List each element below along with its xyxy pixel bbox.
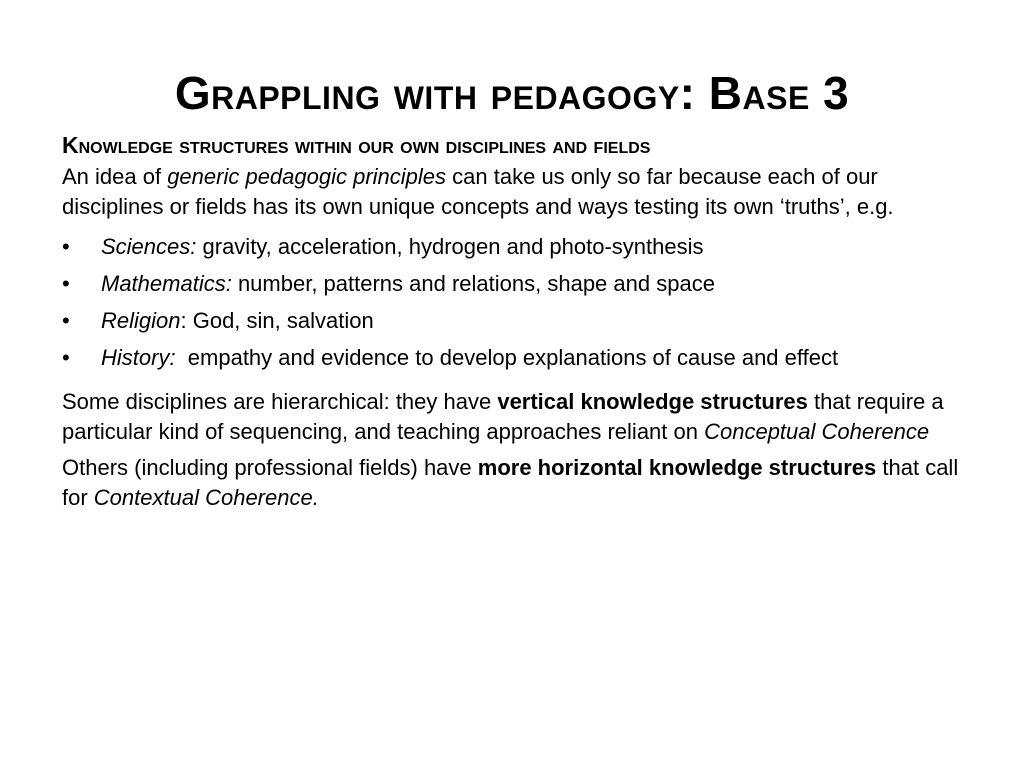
slide-content [62, 130, 962, 513]
intro-lead: An idea of [62, 164, 168, 189]
bullet-text: : God, sin, salvation [180, 308, 374, 333]
bullet-text: number, patterns and relations, shape and space [231, 271, 715, 296]
bullet-term: History: [101, 345, 176, 370]
paragraph3-bold: more horizontal knowledge structures [477, 455, 877, 480]
bullet-text: gravity, acceleration, hydrogen and photo-synthesis [196, 234, 704, 259]
horizontal-structures-paragraph [62, 453, 962, 513]
list-item [62, 343, 962, 373]
list-item [62, 232, 962, 262]
intro-paragraph [62, 162, 962, 222]
intro-emphasis: generic pedagogic principles [167, 164, 447, 189]
bullet-term: Mathematics: [101, 271, 232, 296]
paragraph2-italic: Conceptual Coherence [704, 419, 930, 444]
bullet-marker: • [62, 308, 70, 333]
slide-title: Grappling with pedagogy: Base 3 [174, 66, 850, 119]
bullet-marker: • [62, 234, 70, 259]
paragraph3-italic: Contextual Coherence. [93, 485, 319, 510]
bullet-marker: • [62, 271, 70, 296]
paragraph3-lead: Others (including professional fields) have [62, 455, 478, 480]
bullet-term: Religion [101, 308, 181, 333]
paragraph3-middle: that call for [62, 455, 959, 510]
list-item [62, 306, 962, 336]
bullet-term: Sciences: [101, 234, 197, 259]
bullet-text: empathy and evidence to develop explanations of cause and effect [175, 345, 839, 370]
subheading: Knowledge structures within our own disciplines and fields [62, 132, 651, 158]
intro-rest: can take us only so far because each of our disciplines or fields has its own unique concepts and ways testing its own ‘truths’, e.g. [62, 164, 894, 219]
bullet-marker: • [62, 345, 70, 370]
paragraph2-middle: that require a particular kind of sequencing, and teaching approaches reliant on [62, 389, 944, 444]
list-item [62, 269, 962, 299]
discipline-list [62, 232, 962, 373]
vertical-structures-paragraph [62, 387, 962, 447]
paragraph2-bold: vertical knowledge structures [497, 389, 808, 414]
paragraph2-lead: Some disciplines are hierarchical: they have [62, 389, 498, 414]
